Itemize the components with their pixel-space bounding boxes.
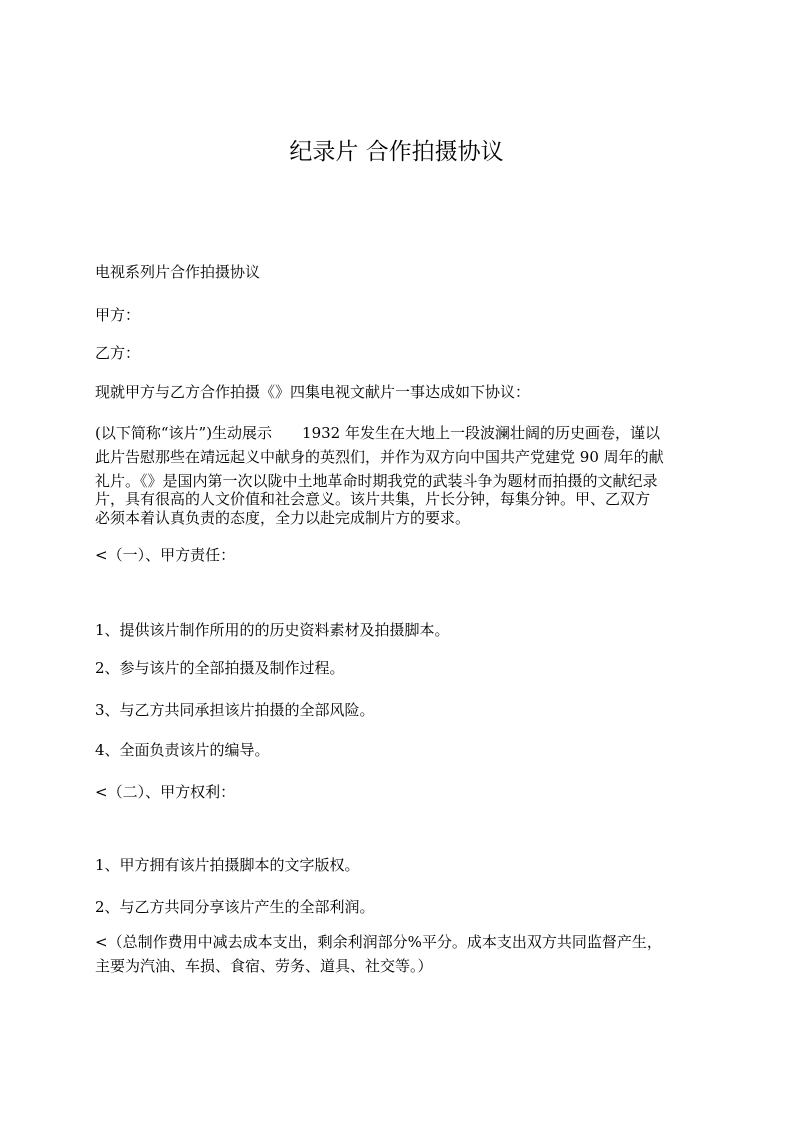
section2-item: 2、与乙方共同分享该片产生的全部利润。 bbox=[95, 898, 375, 916]
section2-note-line: <（总制作费用中减去成本支出，剩余利润部分%平分。成本支出双方共同监督产生， bbox=[95, 933, 662, 951]
paragraph-line: 必须本着认真负责的态度，全力以赴完成制片方的要求。 bbox=[95, 509, 471, 527]
paragraph-line: (以下简称“该片”)生动展示 1932 年发生在大地上一段波澜壮阔的历史画卷，谨以 bbox=[95, 424, 660, 442]
section2-note-line: 主要为汽油、车损、食宿、劳务、道具、社交等。） bbox=[95, 957, 433, 975]
paragraph-line: 片，具有很高的人文价值和社会意义。该片共集，片长分钟，每集分钟。甲、乙双方 bbox=[95, 490, 651, 508]
section1-heading: <（一）、甲方责任： bbox=[95, 546, 236, 564]
section1-item: 2、参与该片的全部拍摄及制作过程。 bbox=[95, 659, 345, 677]
section1-item: 4、全面负责该片的编导。 bbox=[95, 741, 270, 759]
paragraph-line: 此片告慰那些在靖远起义中献身的英烈们，并作为双方向中国共产党建党 90 周年的献 bbox=[95, 448, 664, 466]
intro-text: 现就甲方与乙方合作拍摄《》四集电视文献片一事达成如下协议： bbox=[95, 383, 531, 401]
section2-item: 1、甲方拥有该片拍摄脚本的文字版权。 bbox=[95, 856, 360, 874]
party-a-label: 甲方： bbox=[95, 306, 141, 324]
section1-item: 1、提供该片制作所用的的历史资料素材及拍摄脚本。 bbox=[95, 621, 450, 639]
paragraph-line: 礼片。《》是国内第一次以陇中土地革命时期我党的武装斗争为题材而拍摄的文献纪录 bbox=[95, 472, 658, 490]
document-title: 纪录片 合作拍摄协议 bbox=[289, 139, 504, 165]
party-b-label: 乙方： bbox=[95, 344, 141, 362]
section2-heading: <（二）、甲方权利： bbox=[95, 783, 236, 801]
subtitle: 电视系列片合作拍摄协议 bbox=[95, 263, 261, 281]
section1-item: 3、与乙方共同承担该片拍摄的全部风险。 bbox=[95, 701, 375, 719]
